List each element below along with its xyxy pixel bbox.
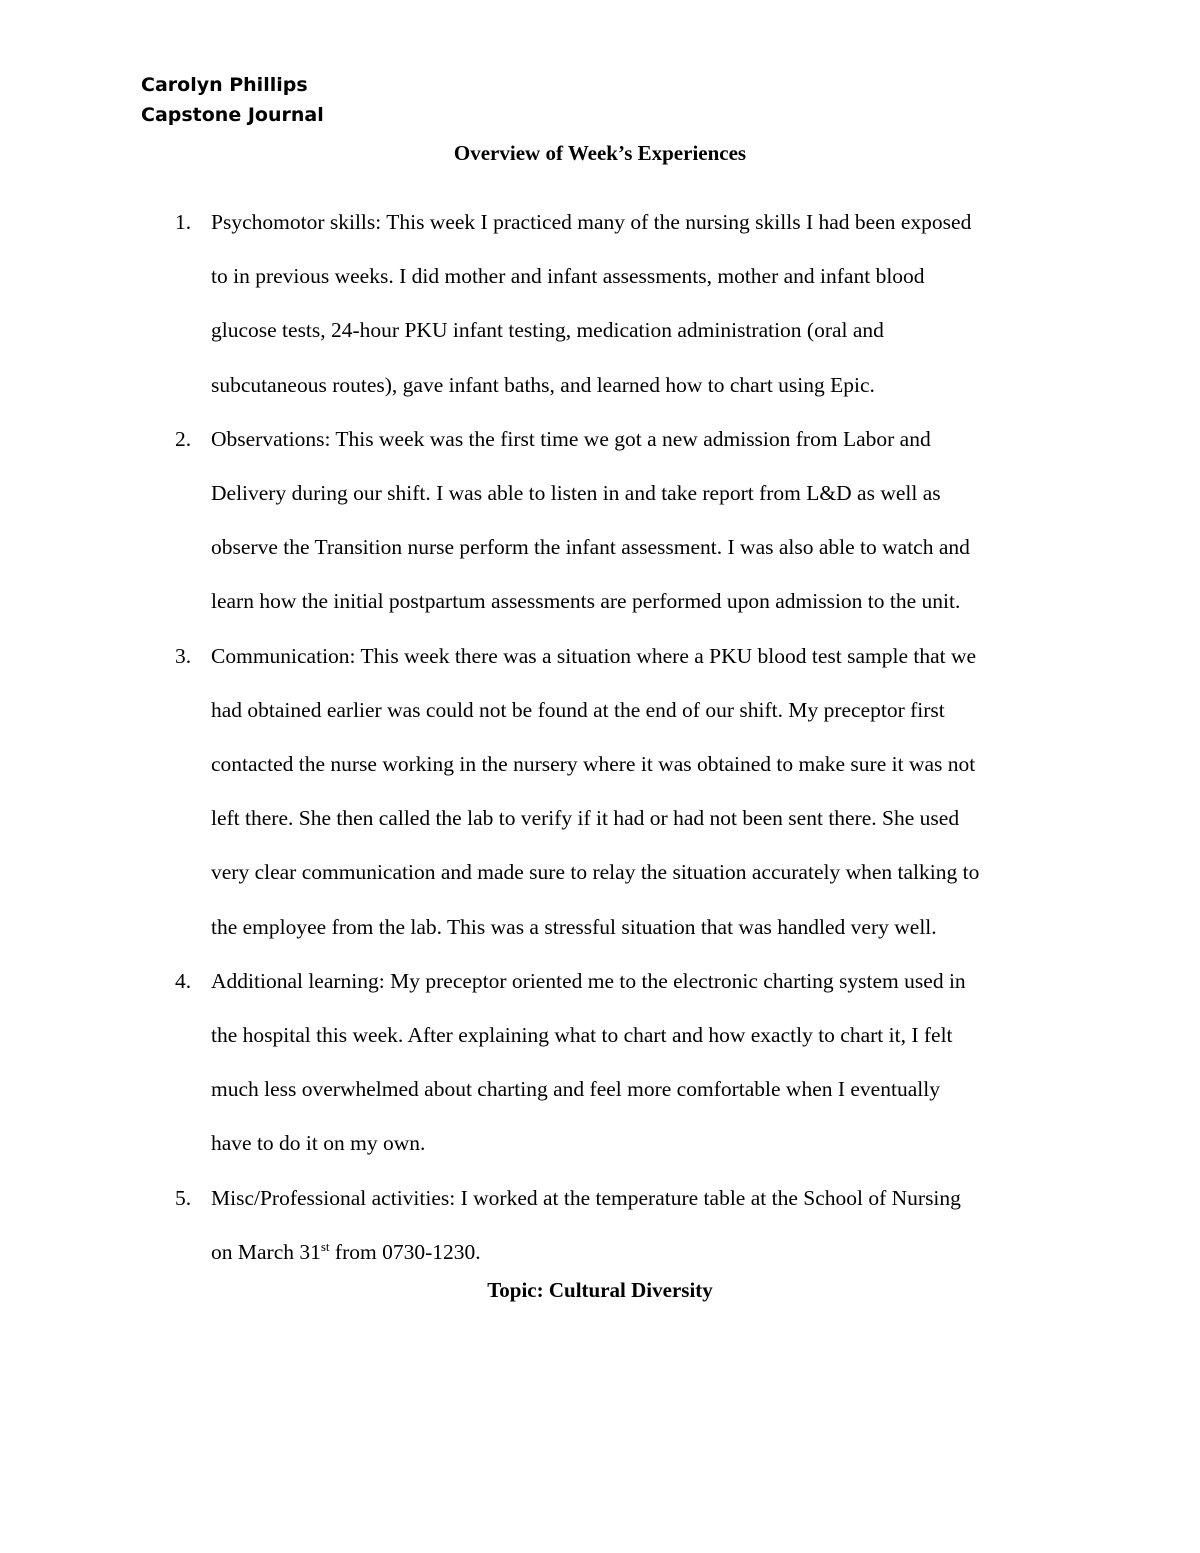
paragraph-line: Misc/Professional activities: I worked at the temperature table at the School of Nursing (211, 1185, 961, 1210)
paragraph-line: learn how the initial postpartum assessments are performed upon admission to the unit. (211, 589, 961, 614)
paragraph-line: Delivery during our shift. I was able to listen in and take report from L&D as well as (211, 481, 941, 506)
paragraph-line: Communication: This week there was a situation where a PKU blood test sample that we (211, 643, 977, 668)
list-number: 4. (175, 968, 192, 993)
paragraph-line: very clear communication and made sure to relay the situation accurately when talking to (211, 860, 980, 885)
overview-title: Overview of Week’s Experiences (453, 141, 747, 165)
paragraph-line: the hospital this week. After explaining what to chart and how exactly to chart it, I felt (211, 1023, 953, 1048)
paragraph-line: glucose tests, 24-hour PKU infant testing, medication administration (oral and (211, 318, 884, 343)
list-item-communication (0, 629, 1061, 954)
time-text: from 0730-1230. (329, 1239, 481, 1264)
list-item-psychomotor (0, 195, 1061, 412)
list-item-observations (0, 412, 1061, 629)
list-number: 1. (175, 210, 192, 234)
list-number: 5. (175, 1185, 192, 1210)
paragraph-line: have to do it on my own. (211, 1131, 426, 1156)
paragraph-line: the employee from the lab. This was a stressful situation that was handled very well. (211, 914, 937, 939)
paragraph-line: Additional learning: My preceptor oriented me to the electronic charting system used in (211, 968, 966, 993)
paragraph-line: had obtained earlier was could not be found at the end of our shift. My preceptor first (211, 697, 945, 722)
paragraph-line: much less overwhelmed about charting and feel more comfortable when I eventually (211, 1077, 940, 1102)
paragraph-line: subcutaneous routes), gave infant baths, and learned how to chart using Epic. (211, 372, 875, 397)
topic-title: Topic: Cultural Diversity (487, 1278, 713, 1302)
paragraph-line: Observations: This week was the first time we got a new admission from Labor and (211, 426, 931, 451)
paragraph-line: to in previous weeks. I did mother and infant assessments, mother and infant blood (211, 264, 925, 289)
list-item-professional-activities (0, 1171, 1061, 1279)
list-number: 3. (175, 643, 192, 668)
author-name: Carolyn Phillips (141, 74, 308, 96)
paragraph-line: contacted the nurse working in the nursery where it was obtained to make sure it was not (211, 752, 976, 777)
list-number: 2. (175, 426, 192, 451)
paragraph-line-date (211, 1225, 1061, 1279)
experience-list (0, 195, 1200, 1279)
list-item-additional-learning (0, 954, 1061, 1171)
date-text: on March 31 (211, 1239, 321, 1264)
paragraph-line: observe the Transition nurse perform the infant assessment. I was also able to watch and (211, 535, 970, 560)
course-title: Capstone Journal (141, 104, 324, 126)
document-header (141, 70, 324, 130)
paragraph-line: Psychomotor skills: This week I practiced many of the nursing skills I had been exposed (211, 210, 972, 234)
paragraph-line: left there. She then called the lab to verify if it had or had not been sent there. She used (211, 806, 960, 831)
ordinal-superscript: st (320, 1238, 330, 1254)
